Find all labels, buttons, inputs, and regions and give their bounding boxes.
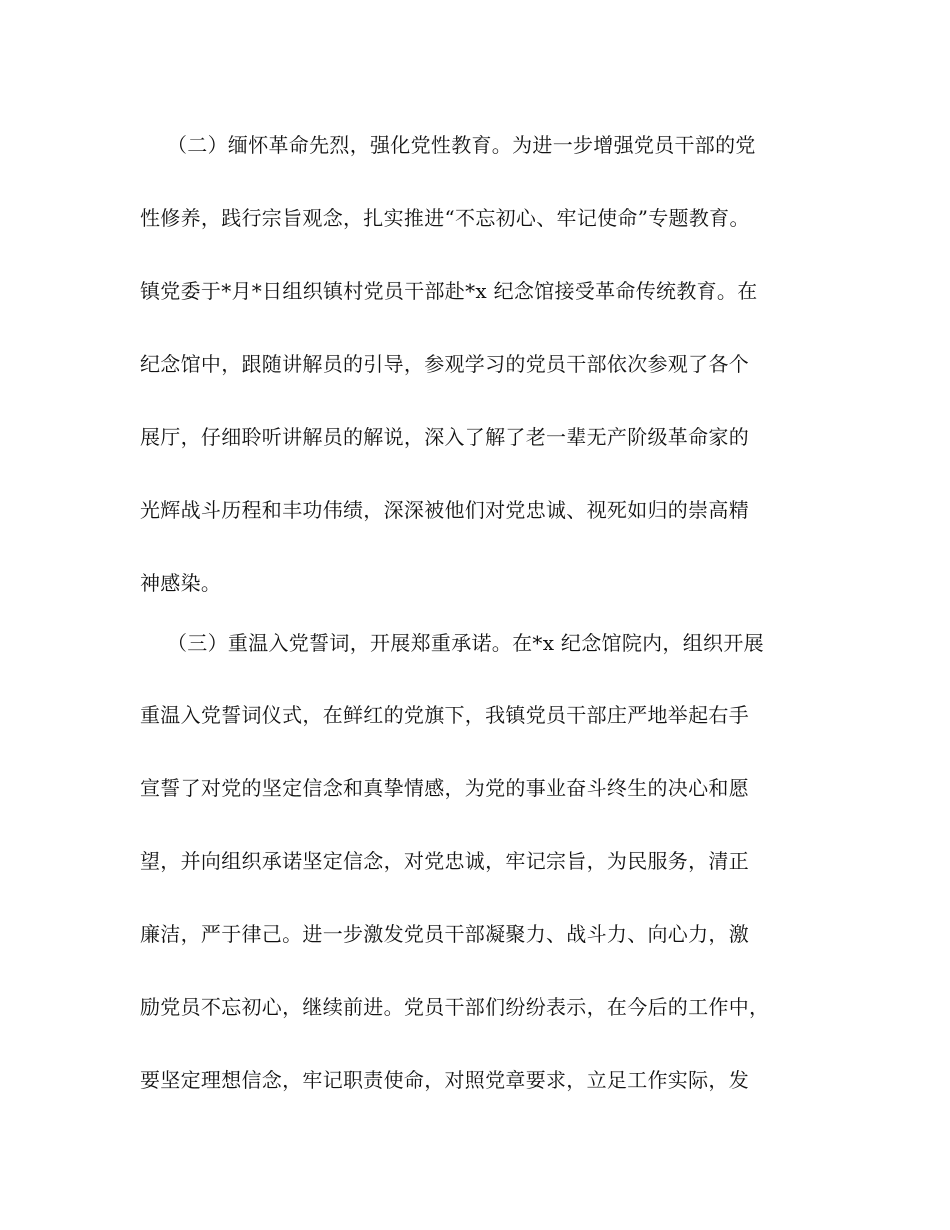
text-line: 镇党委于*月*日组织镇村党员干部赴*x 纪念馆接受革命传统教育。在 [140, 279, 758, 303]
text-line: 展厅，仔细聆听讲解员的解说，深入了解了老一辈无产阶级革命家的 [140, 425, 749, 449]
text-line: 光辉战斗历程和丰功伟绩，深深被他们对党忠诚、视死如归的崇高精 [140, 498, 749, 522]
text-line: 励党员不忘初心，继续前进。党员干部们纷纷表示，在今后的工作中， [140, 995, 770, 1019]
text-line: 重温入党誓词仪式，在鲜红的党旗下，我镇党员干部庄严地举起右手 [140, 703, 749, 727]
text-line: 要坚定理想信念，牢记职责使命，对照党章要求，立足工作实际，发 [140, 1068, 749, 1092]
text-line: 望，并向组织承诺坚定信念，对党忠诚，牢记宗旨，为民服务，清正 [140, 849, 749, 873]
text-line: （三）重温入党誓词，开展郑重承诺。在*x 纪念馆院内，组织开展 [167, 631, 764, 655]
text-line: 性修养，践行宗旨观念，扎实推进“不忘初心、牢记使命”专题教育。 [140, 206, 750, 230]
text-line: 神感染。 [140, 571, 222, 595]
text-line: （二）缅怀革命先烈，强化党性教育。为进一步增强党员干部的党 [167, 133, 756, 157]
text-line: 宣誓了对党的坚定信念和真挚情感，为党的事业奋斗终生的决心和愿 [140, 776, 749, 800]
text-line: 廉洁，严于律己。进一步激发党员干部凝聚力、战斗力、向心力，激 [140, 922, 749, 946]
text-line: 纪念馆中，跟随讲解员的引导，参观学习的党员干部依次参观了各个 [140, 352, 749, 376]
